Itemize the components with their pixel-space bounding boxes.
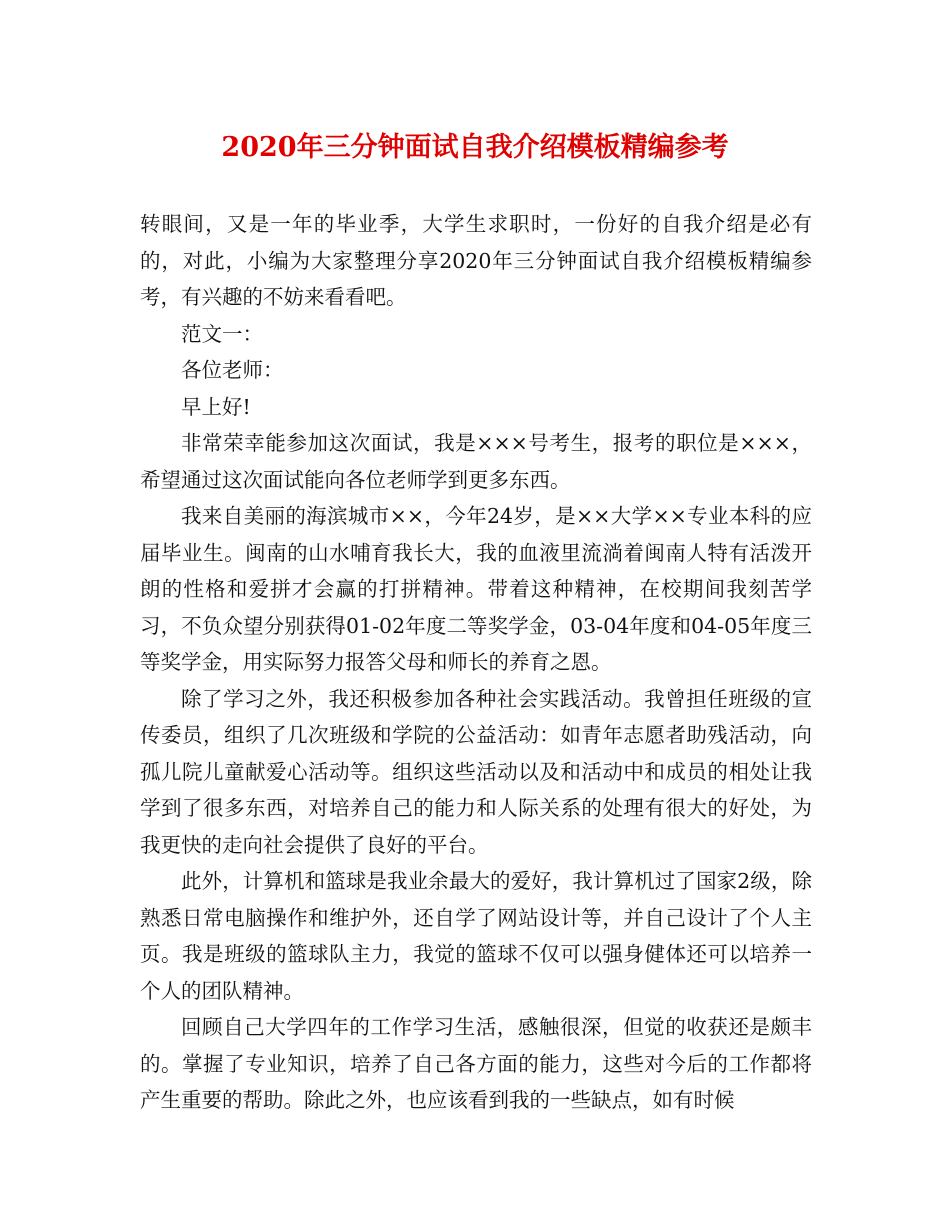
intro-paragraph: 转眼间，又是一年的毕业季，大学生求职时，一份好的自我介绍是必有的，对此，小编为大家整理分享2020年三分钟面试自我介绍模板精编参考，有兴趣的不妨来看看吧。 xyxy=(140,212,812,309)
document-body xyxy=(140,206,812,1119)
body-paragraph: 我来自美丽的海滨城市××，今年24岁，是××大学××专业本科的应届毕业生。闽南的山水哺育我长大，我的血液里流淌着闽南人特有活泼开朗的性格和爱拼才会赢的打拼精神。带着这种精神，在校期间我刻苦学习，不负众望分别获得01-02年度二等奖学金，03-04年度和04-05年度三等奖学金，用实际努力报答父母和师长的养育之恩。 xyxy=(140,504,812,674)
body-paragraph: 回顾自己大学四年的工作学习生活，感触很深，但觉的收获还是颇丰的。掌握了专业知识，培养了自己各方面的能力，这些对今后的工作都将产生重要的帮助。除此之外，也应该看到我的一些缺点，如有时候 xyxy=(140,1015,812,1112)
body-paragraph: 非常荣幸能参加这次面试，我是×××号考生，报考的职位是×××，希望通过这次面试能向各位老师学到更多东西。 xyxy=(140,431,812,492)
body-paragraph: 除了学习之外，我还积极参加各种社会实践活动。我曾担任班级的宣传委员，组织了几次班级和学院的公益活动：如青年志愿者助残活动，向孤儿院儿童献爱心活动等。组织这些活动以及和活动中和成员的相处让我学到了很多东西，对培养自己的能力和人际关系的处理有很大的好处，为我更快的走向社会提供了良好的平台。 xyxy=(140,686,812,857)
page-title: 2020年三分钟面试自我介绍模板精编参考 xyxy=(221,132,729,163)
salutation: 各位老师： xyxy=(181,358,284,382)
greeting: 早上好! xyxy=(181,394,251,419)
body-paragraph: 此外，计算机和篮球是我业余最大的爱好，我计算机过了国家2级，除熟悉日常电脑操作和维护外，还自学了网站设计等，并自己设计了个人主页。我是班级的篮球队主力，我觉的篮球不仅可以强身健体还可以培养一个人的团队精神。 xyxy=(140,869,812,1003)
sample-heading: 范文一： xyxy=(181,321,263,346)
